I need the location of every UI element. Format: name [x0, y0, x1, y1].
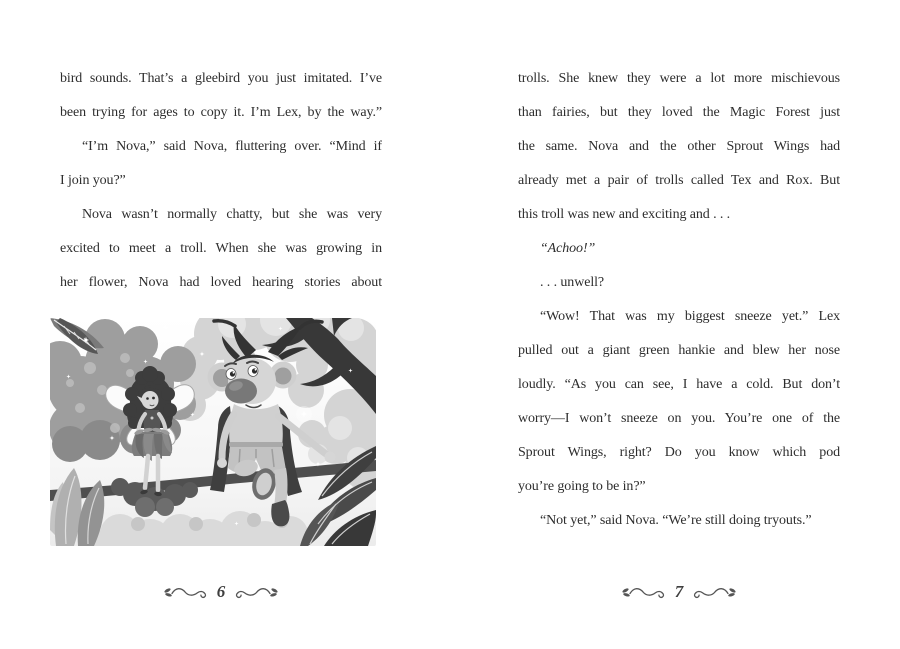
text-line: I join you?”	[60, 173, 126, 188]
leaf-squiggle-flourish-icon	[622, 584, 666, 600]
text-line: the same. Nova and the other Sprout Wings had	[518, 139, 840, 154]
text-line: than fairies, but they loved the Magic Forest just	[518, 105, 840, 120]
leaf-squiggle-flourish-icon	[234, 584, 278, 600]
text-line: been trying for ages to copy it. I’m Lex, by the way.”	[60, 105, 382, 120]
leaf-squiggle-flourish-icon	[164, 584, 208, 600]
page-number: 6	[216, 582, 226, 601]
text-line: this troll was new and exciting and . . .	[518, 207, 731, 222]
text-line: “I’m Nova,” said Nova, fluttering over. “Mind if	[82, 139, 382, 154]
text-line: already met a pair of trolls called Tex and Rox. But	[518, 173, 840, 188]
text-line: trolls. She knew they were a lot more mischievous	[518, 71, 840, 86]
text-line: her flower, Nova had loved hearing stories about	[60, 275, 382, 290]
left-page-text	[60, 62, 382, 300]
right-page-text	[518, 62, 840, 538]
left-page-footer	[60, 578, 382, 606]
text-line: “Achoo!”	[540, 241, 596, 256]
text-line: excited to meet a troll. When she was growing in	[60, 241, 382, 256]
story-illustration	[50, 318, 376, 546]
text-line: pulled out a giant green hankie and blew her nose	[518, 343, 840, 358]
text-line: loudly. “As you can see, I have a cold. But don’t	[518, 377, 840, 392]
text-line: . . . unwell?	[540, 275, 605, 290]
page-number: 7	[674, 582, 684, 601]
leaf-squiggle-flourish-icon	[692, 584, 736, 600]
text-line: Nova wasn’t normally chatty, but she was very	[82, 207, 382, 222]
text-line: “Not yet,” said Nova. “We’re still doing tryouts.”	[540, 513, 812, 528]
text-line: “Wow! That was my biggest sneeze yet.” Lex	[540, 309, 840, 324]
text-line: bird sounds. That’s a gleebird you just imitated. I’ve	[60, 71, 382, 86]
right-page-footer	[518, 578, 840, 606]
text-line: worry—I won’t sneeze on you. You’re one of the	[518, 411, 840, 426]
text-line: you’re going to be in?”	[518, 479, 646, 494]
text-line: Sprout Wings, right? Do you know which pod	[518, 445, 840, 460]
